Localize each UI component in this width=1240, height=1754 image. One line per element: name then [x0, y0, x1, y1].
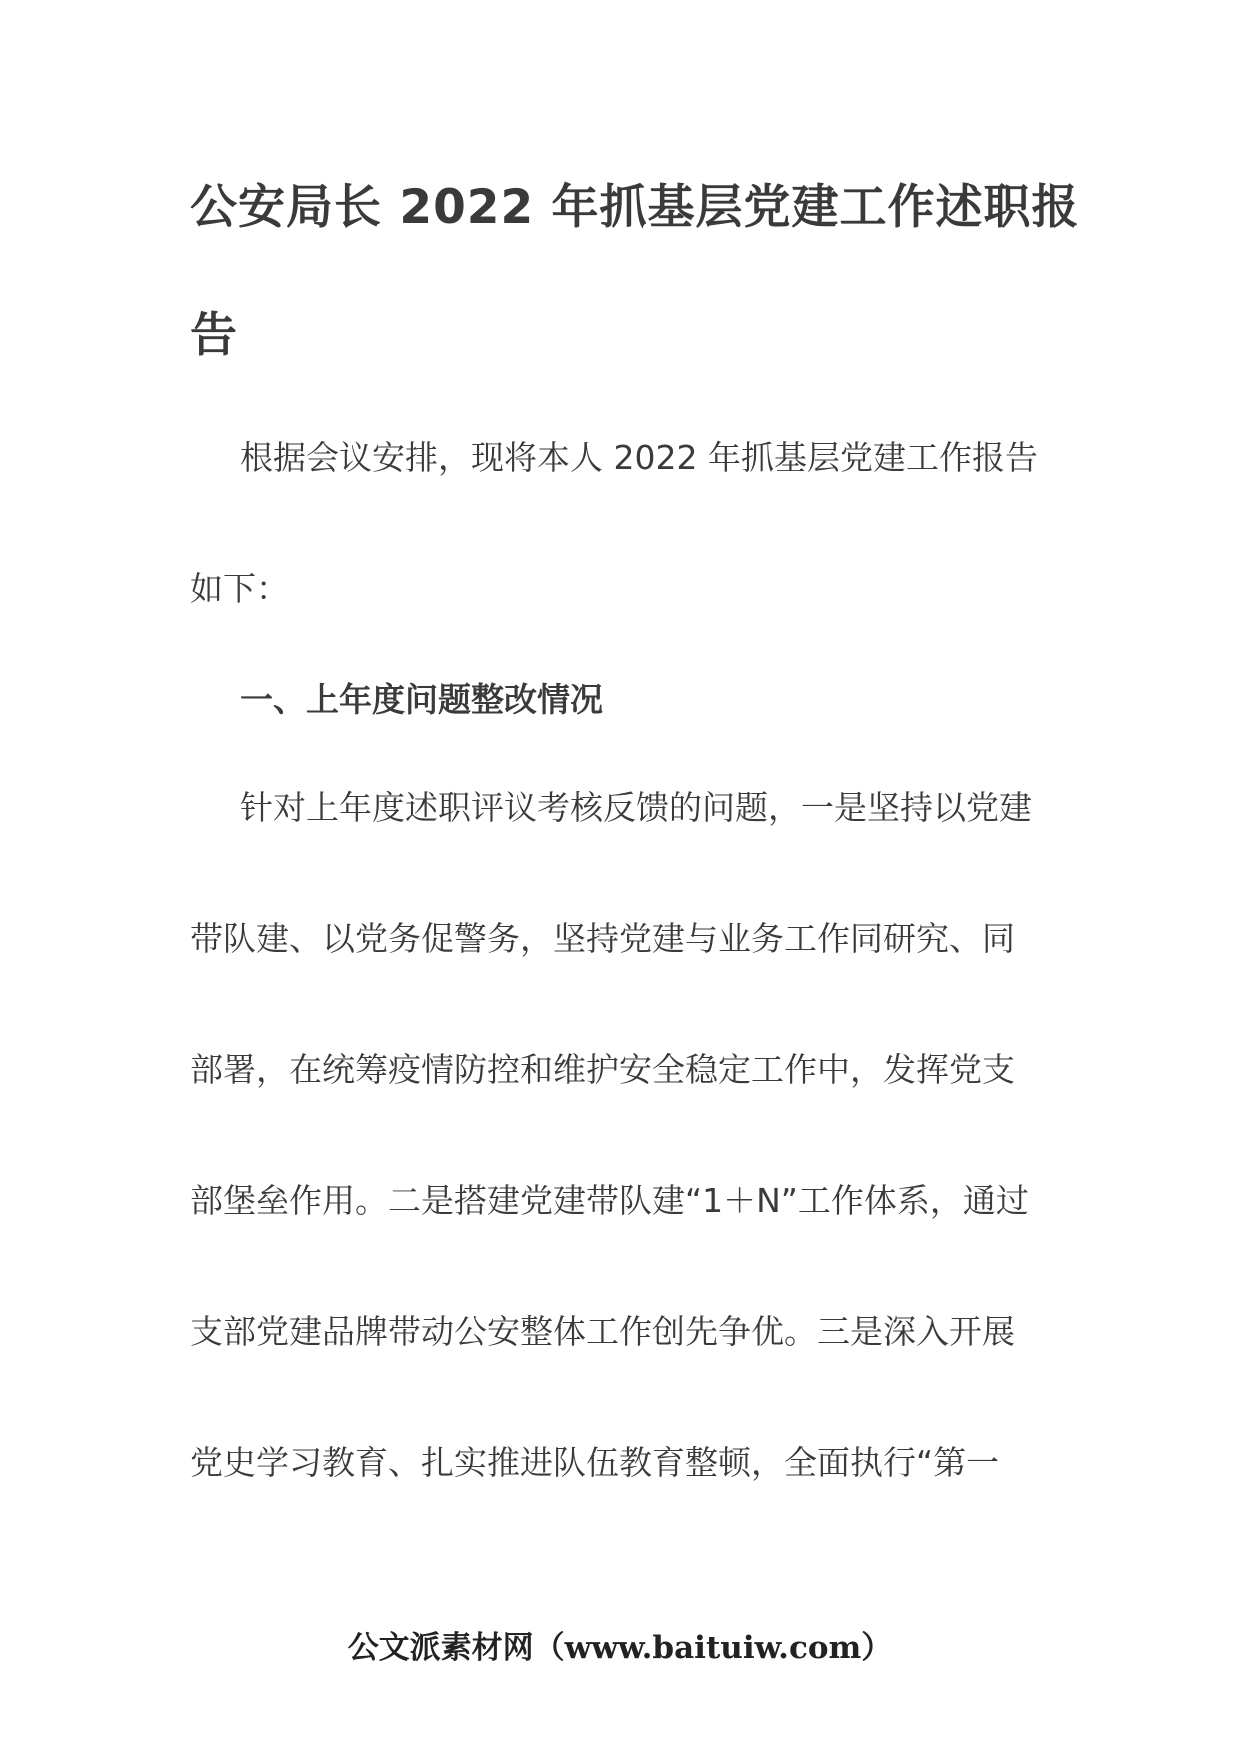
- section-line-6: 党史学习教育、扎实推进队伍教育整顿，全面执行“第一: [190, 1443, 1000, 1482]
- intro-line-2: 如下：: [190, 569, 289, 608]
- intro-line-1: 根据会议安排，现将本人 2022 年抓基层党建工作报告: [240, 438, 1038, 477]
- document-title-line-2: 告: [190, 308, 238, 363]
- section-line-3: 部署，在统筹疫情防控和维护安全稳定工作中，发挥党支: [190, 1050, 1015, 1089]
- document-title-line-1: 公安局长 2022 年抓基层党建工作述职报: [190, 180, 1080, 235]
- section-line-4: 部堡垒作用。二是搭建党建带队建“1＋N”工作体系，通过: [190, 1181, 1029, 1220]
- section-line-1: 针对上年度述职评议考核反馈的问题，一是坚持以党建: [240, 788, 1032, 827]
- section-heading: 一、上年度问题整改情况: [240, 680, 603, 719]
- section-line-5: 支部党建品牌带动公安整体工作创先争优。三是深入开展: [190, 1312, 1015, 1351]
- section-line-2: 带队建、以党务促警务，坚持党建与业务工作同研究、同: [190, 919, 1015, 958]
- footer-watermark: 公文派素材网（www.baituiw.com）: [347, 1630, 893, 1666]
